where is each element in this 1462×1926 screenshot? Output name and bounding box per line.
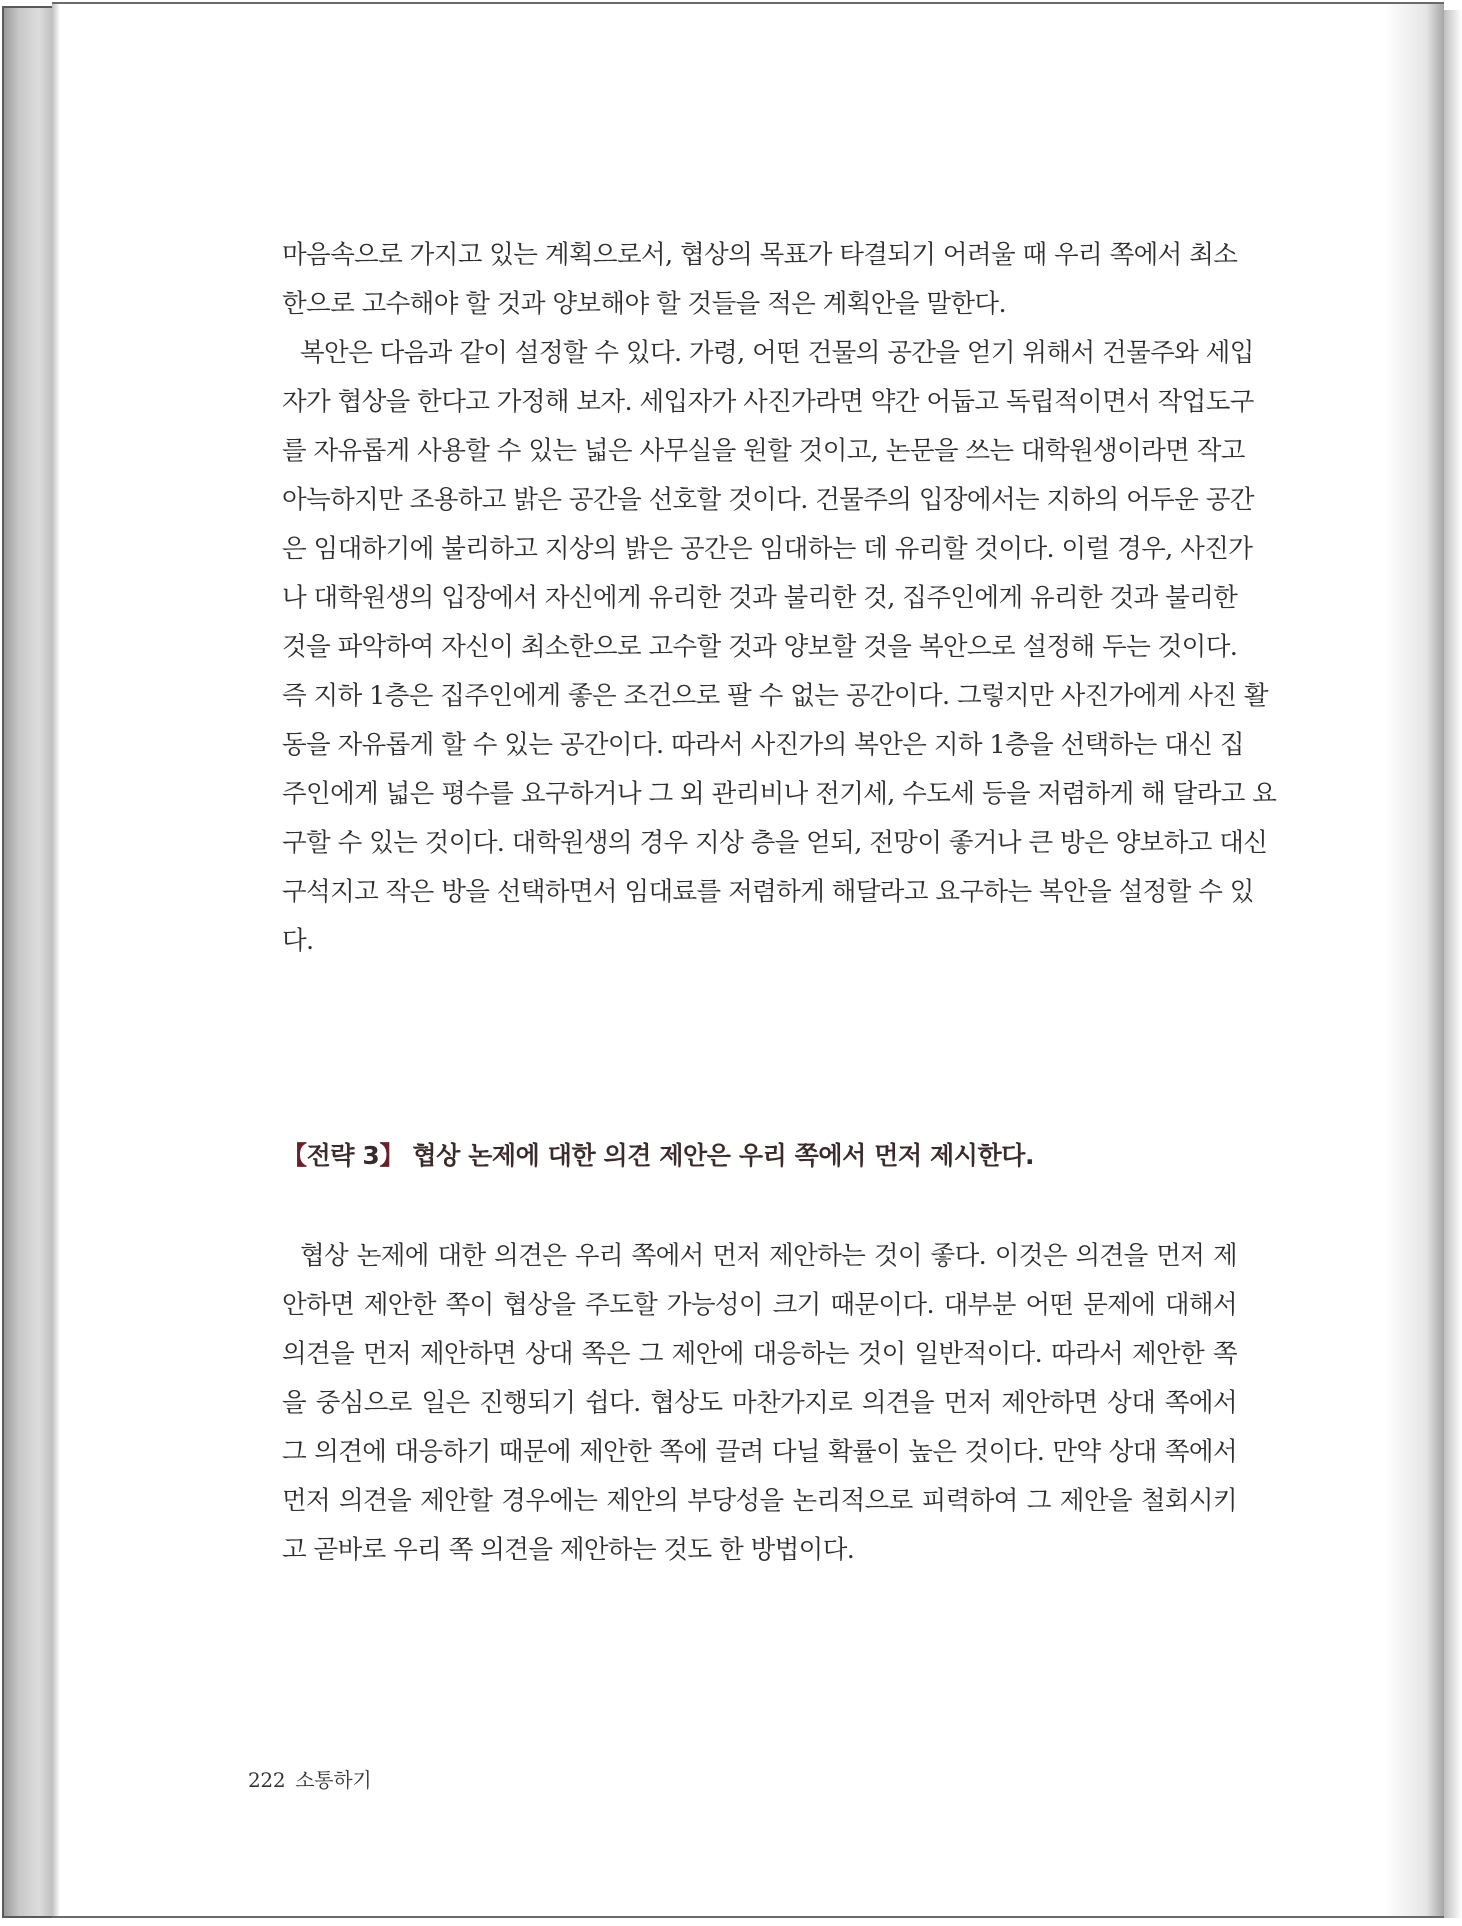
text-line: 협상 논제에 대한 의견은 우리 쪽에서 먼저 제안하는 것이 좋다. 이것은 의견을 먼저 제 — [300, 1241, 1237, 1271]
text-line: 것을 파악하여 자신이 최소한으로 고수할 것과 양보할 것을 복안으로 설정해 두는 것이다. — [282, 632, 1238, 662]
text-line: 한으로 고수해야 할 것과 양보해야 할 것들을 적은 계획안을 말한다. — [282, 289, 1006, 319]
text-line: 그 의견에 대응하기 때문에 제안한 쪽에 끌려 다닐 확률이 높은 것이다. 만약 상대 쪽에서 — [282, 1437, 1237, 1467]
text-line: 고 곧바로 우리 쪽 의견을 제안하는 것도 한 방법이다. — [282, 1535, 855, 1565]
text-line: 의견을 먼저 제안하면 상대 쪽은 그 제안에 대응하는 것이 일반적이다. 따라서 제안한 쪽 — [282, 1339, 1237, 1369]
text-line: 먼저 의견을 제안할 경우에는 제안의 부당성을 논리적으로 피력하여 그 제안을 철회시키 — [282, 1486, 1237, 1516]
text-line: 동을 자유롭게 할 수 있는 공간이다. 따라서 사진가의 복안은 지하 1층을 선택하는 대신 집 — [282, 730, 1244, 760]
text-line: 마음속으로 가지고 있는 계획으로서, 협상의 목표가 타결되기 어려울 때 우리 쪽에서 최소 — [282, 240, 1238, 270]
page-number: 222 — [248, 1768, 286, 1792]
page-stack-edge — [2, 6, 54, 1918]
text-line: 은 임대하기에 불리하고 지상의 밝은 공간은 임대하는 데 유리할 것이다. 이럴 경우, 사진가 — [282, 534, 1253, 564]
text-line: 주인에게 넓은 평수를 요구하거나 그 외 관리비나 전기세, 수도세 등을 저렴하게 해 달라고 요 — [282, 779, 1277, 809]
page-drop-shadow — [1444, 10, 1462, 1918]
text-line: 나 대학원생의 입장에서 자신에게 유리한 것과 불리한 것, 집주인에게 유리한 것과 불리한 — [282, 583, 1238, 613]
text-line: 자가 협상을 한다고 가정해 보자. 세입자가 사진가라면 약간 어둡고 독립적이면서 작업도구 — [282, 387, 1254, 417]
text-line: 안하면 제안한 쪽이 협상을 주도할 가능성이 크기 때문이다. 대부분 어떤 문제에 대해서 — [282, 1290, 1237, 1320]
heading-text: 협상 논제에 대한 의견 제안은 우리 쪽에서 먼저 제시한다. — [404, 1141, 1035, 1170]
page-footer — [248, 1764, 371, 1793]
text-line: 복안은 다음과 같이 설정할 수 있다. 가령, 어떤 건물의 공간을 얻기 위해서 건물주와 세입 — [300, 338, 1254, 368]
section-heading — [282, 1136, 1034, 1172]
page-gutter-shade — [52, 4, 60, 1916]
text-line: 구할 수 있는 것이다. 대학원생의 경우 지상 층을 얻되, 전망이 좋거나 큰 방은 양보하고 대신 — [282, 828, 1268, 858]
body-section-1 — [282, 231, 1277, 966]
running-title: 소통하기 — [295, 1768, 372, 1792]
text-line: 을 중심으로 일은 진행되기 쉽다. 협상도 마찬가지로 의견을 먼저 제안하면 상대 쪽에서 — [282, 1388, 1237, 1418]
heading-label: 전략 3 — [306, 1141, 380, 1170]
text-line: 즉 지하 1층은 집주인에게 좋은 조건으로 팔 수 없는 공간이다. 그렇지만 사진가에게 사진 활 — [282, 681, 1268, 711]
heading-open-bracket: 【 — [282, 1141, 307, 1170]
heading-close-bracket: 】 — [379, 1141, 405, 1170]
page-curl-shade — [1384, 4, 1444, 1916]
text-line: 를 자유롭게 사용할 수 있는 넓은 사무실을 원할 것이고, 논문을 쓰는 대학원생이라면 작고 — [282, 436, 1245, 466]
text-line: 아늑하지만 조용하고 밝은 공간을 선호할 것이다. 건물주의 입장에서는 지하의 어두운 공간 — [282, 485, 1254, 515]
text-line: 다. — [282, 926, 314, 956]
text-line: 구석지고 작은 방을 선택하면서 임대료를 저렴하게 해달라고 요구하는 복안을 설정할 수 있 — [282, 877, 1254, 907]
body-section-2 — [282, 1232, 1237, 1575]
